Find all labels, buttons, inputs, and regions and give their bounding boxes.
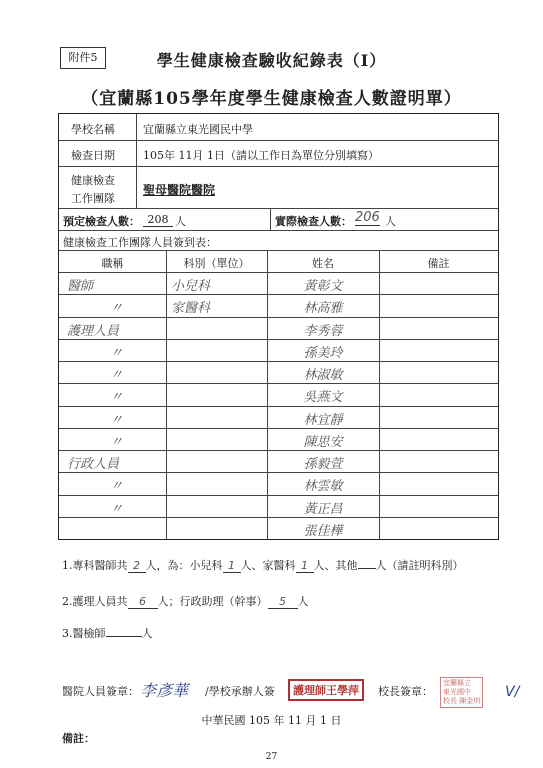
staff-name: 林淑敏	[303, 368, 343, 383]
staff-title: 〃	[109, 368, 123, 383]
row-divider	[59, 294, 498, 295]
row-divider	[59, 272, 498, 273]
hospital-signature: 李彥華	[140, 681, 189, 700]
row-divider	[59, 517, 498, 518]
planned-count-label: 預定檢查人數：	[63, 215, 140, 228]
team-label: 健康檢查	[71, 174, 115, 187]
blank-value: 6	[128, 595, 158, 609]
roc-date: 中華民國 105 年 11 月 1 日	[201, 714, 342, 727]
staff-title: 〃	[109, 479, 123, 495]
column-header: 備註	[427, 257, 450, 270]
row-divider	[59, 339, 498, 340]
staff-name: 林高雅	[303, 301, 343, 317]
staff-name: 黃彰文	[303, 279, 343, 294]
date-value: 105年 11月 1日（請以工作日為單位分別填寫）	[143, 149, 379, 162]
staff-name: 孫毅萱	[303, 457, 343, 472]
team-value: 聖母醫院醫院	[143, 183, 216, 197]
principal-seal: 宜蘭縣立 東光國中 校長 陳金圳	[440, 677, 483, 708]
row-divider	[59, 450, 498, 451]
staff-title: 〃	[109, 501, 123, 517]
row-divider	[59, 472, 498, 473]
staff-title: 〃	[109, 345, 123, 361]
inspection-form-table	[58, 113, 499, 540]
staff-name: 黃正昌	[303, 501, 343, 517]
staff-name: 李秀蓉	[303, 323, 343, 339]
row-divider	[59, 140, 498, 141]
column-header: 職稱	[101, 257, 124, 270]
page-subtitle: （宜蘭縣105學年度學生健康檢查人數證明單）	[81, 89, 462, 109]
column-divider	[136, 114, 137, 208]
staff-title: 護理人員	[67, 323, 120, 339]
staff-title: 〃	[109, 412, 123, 428]
staff-title: 〃	[109, 434, 123, 450]
school-label: 學校名稱	[71, 123, 115, 136]
summary-nurses: 2.護理人員共 6 人；行政助理（幹事） 5 人	[62, 595, 309, 608]
remarks-label: 備註：	[62, 732, 95, 745]
column-divider	[166, 250, 167, 539]
column-header: 姓名	[312, 257, 334, 270]
column-divider	[270, 208, 271, 230]
summary-lab: 3.醫檢師 人	[62, 627, 153, 640]
school-contact-label: /學校承辦人簽	[205, 685, 275, 698]
hospital-signature-label: 醫院人員簽章：	[62, 685, 139, 698]
blank-value: 2	[128, 559, 146, 573]
attachment-label: 附件5	[60, 47, 106, 69]
staff-title: 醫師	[67, 279, 94, 294]
column-divider	[379, 250, 380, 539]
row-divider	[59, 208, 498, 209]
staff-name: 吳燕文	[303, 390, 343, 406]
planned-count-unit: 人	[175, 215, 186, 228]
actual-count-value: 206	[355, 210, 380, 225]
row-divider	[59, 383, 498, 384]
staff-name: 林宜靜	[303, 412, 343, 428]
row-divider	[59, 250, 498, 251]
blank-value: 1	[223, 559, 241, 573]
row-divider	[59, 361, 498, 362]
page-number: 27	[265, 752, 278, 762]
staff-title: 〃	[109, 301, 123, 317]
blank-value: 5	[268, 595, 298, 609]
planned-count-value: 208	[143, 213, 173, 227]
staff-name: 林雲敏	[303, 479, 343, 495]
staff-department: 小兒科	[171, 279, 211, 294]
team-label: 工作團隊	[71, 192, 115, 205]
school-value: 宜蘭縣立東光國民中學	[143, 123, 253, 136]
staff-name: 孫美玲	[303, 345, 343, 361]
column-header: 科別（單位）	[183, 257, 250, 270]
summary-doctors: 1.專科醫師共 2 人，為：小兒科 1 人、家醫科 1 人、其他 人（請註明科別）	[62, 559, 464, 572]
signin-heading: 健康檢查工作團隊人員簽到表：	[63, 236, 217, 249]
staff-department: 家醫科	[171, 301, 211, 317]
date-label: 檢查日期	[71, 149, 115, 162]
row-divider	[59, 428, 498, 429]
actual-count-label: 實際檢查人數：	[275, 215, 352, 228]
row-divider	[59, 230, 498, 231]
blank-value	[358, 568, 376, 569]
staff-title: 〃	[109, 390, 123, 406]
staff-title: 行政人員	[67, 457, 120, 472]
page-title: 學生健康檢查驗收紀錄表（Ⅰ）	[156, 51, 387, 70]
actual-count-unit: 人	[385, 215, 396, 228]
row-divider	[59, 166, 498, 167]
school-contact-stamp: 護理師王學萍	[288, 679, 364, 701]
blank-value: 1	[296, 559, 314, 573]
blank-value	[106, 636, 142, 637]
row-divider	[59, 406, 498, 407]
row-divider	[59, 495, 498, 496]
staff-name: 陳思安	[303, 434, 343, 450]
principal-signature-label: 校長簽章：	[378, 685, 433, 698]
principal-signature: V/	[505, 684, 520, 700]
row-divider	[59, 317, 498, 318]
staff-name: 張佳樺	[303, 523, 343, 539]
